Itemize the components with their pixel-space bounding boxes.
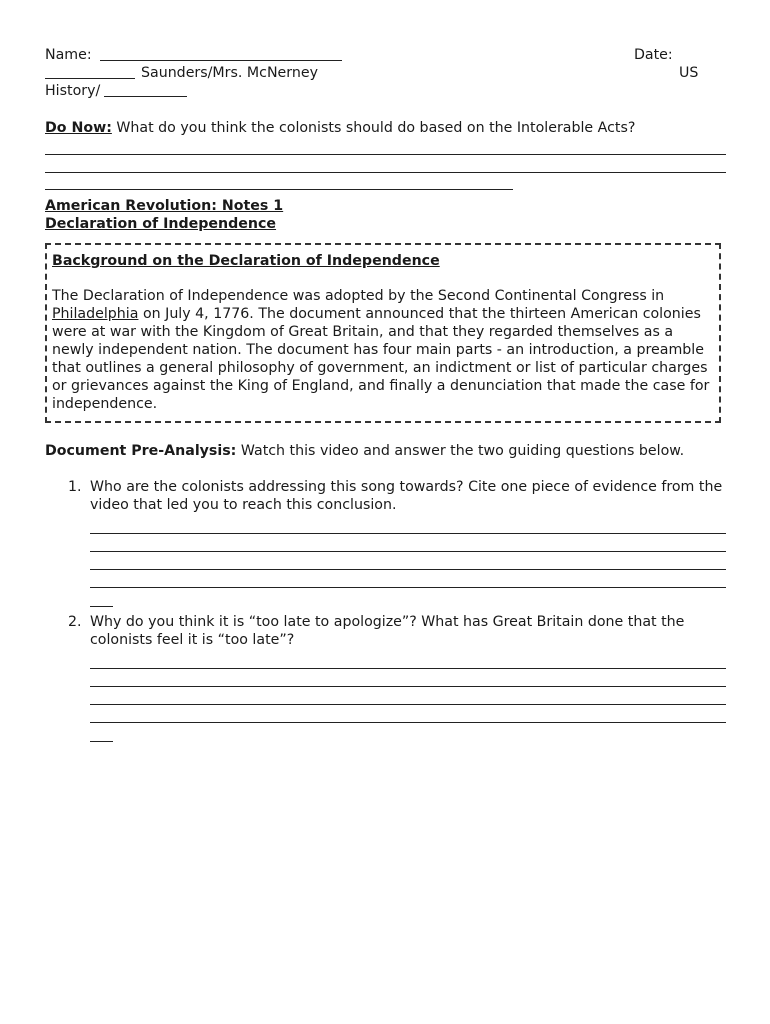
background-paragraph — [52, 287, 714, 413]
answer-line — [90, 704, 726, 705]
worksheet — [45, 46, 726, 742]
answer-line — [90, 533, 726, 534]
do-now-label: Do Now: — [45, 120, 112, 136]
question-2 — [45, 613, 726, 742]
answer-line — [90, 551, 726, 552]
background-box — [45, 243, 721, 423]
question-text: Who are the colonists addressing this song towards? Cite one piece of evidence from the video that led you to reach this conclusion. — [90, 479, 723, 513]
do-now-prompt: What do you think the colonists should do based on the Intolerable Acts? — [116, 120, 636, 136]
course-label: US — [679, 65, 699, 81]
question-number: 1. — [68, 479, 82, 495]
date-label: Date: — [634, 47, 673, 63]
philadelphia-link[interactable]: Philadelphia — [52, 306, 139, 322]
header — [45, 46, 726, 102]
question-text: Why do you think it is “too late to apologize”? What has Great Britain done that the colonists feel it is “too late”? — [90, 614, 685, 648]
answer-line — [45, 154, 726, 155]
question-number: 2. — [68, 614, 82, 630]
name-label: Name: — [45, 47, 92, 63]
subject-blank — [104, 96, 187, 97]
answer-line — [90, 668, 726, 669]
question-1 — [45, 478, 726, 607]
background-text-end: on July 4, 1776. The document announced that the thirteen American colonies were at war with the Kingdom of Great Britain, and that they regarded themselves as a newly independent nation. The document has four main parts - an introduction, a preamble that outlines a general philosophy of government, an indictment or list of particular charges or grievances against the King of England, and finally a denunciation that made the case for independence. — [52, 306, 710, 412]
answer-line — [90, 569, 726, 570]
notes-title-line1: American Revolution: Notes 1 — [45, 198, 284, 214]
answer-line — [90, 722, 726, 723]
pre-analysis-label: Document Pre-Analysis: — [45, 443, 237, 459]
answer-line-end — [90, 606, 113, 607]
teacher-name: Saunders/Mrs. McNerney — [141, 65, 318, 81]
notes-title — [45, 197, 726, 233]
background-heading: Background on the Declaration of Independence — [52, 253, 440, 269]
answer-line — [90, 686, 726, 687]
date-blank — [45, 78, 135, 79]
notes-title-line2: Declaration of Independence — [45, 216, 277, 232]
answer-line — [90, 587, 726, 588]
answer-line — [45, 172, 726, 173]
name-blank — [100, 60, 342, 61]
answer-line — [45, 189, 513, 190]
do-now — [45, 119, 726, 137]
pre-analysis — [45, 442, 726, 460]
subject-label: History/ — [45, 83, 101, 99]
answer-line-end — [90, 741, 113, 742]
background-text-start: The Declaration of Independence was adopted by the Second Continental Congress in — [52, 288, 665, 304]
pre-analysis-text: Watch this video and answer the two guiding questions below. — [240, 443, 685, 459]
